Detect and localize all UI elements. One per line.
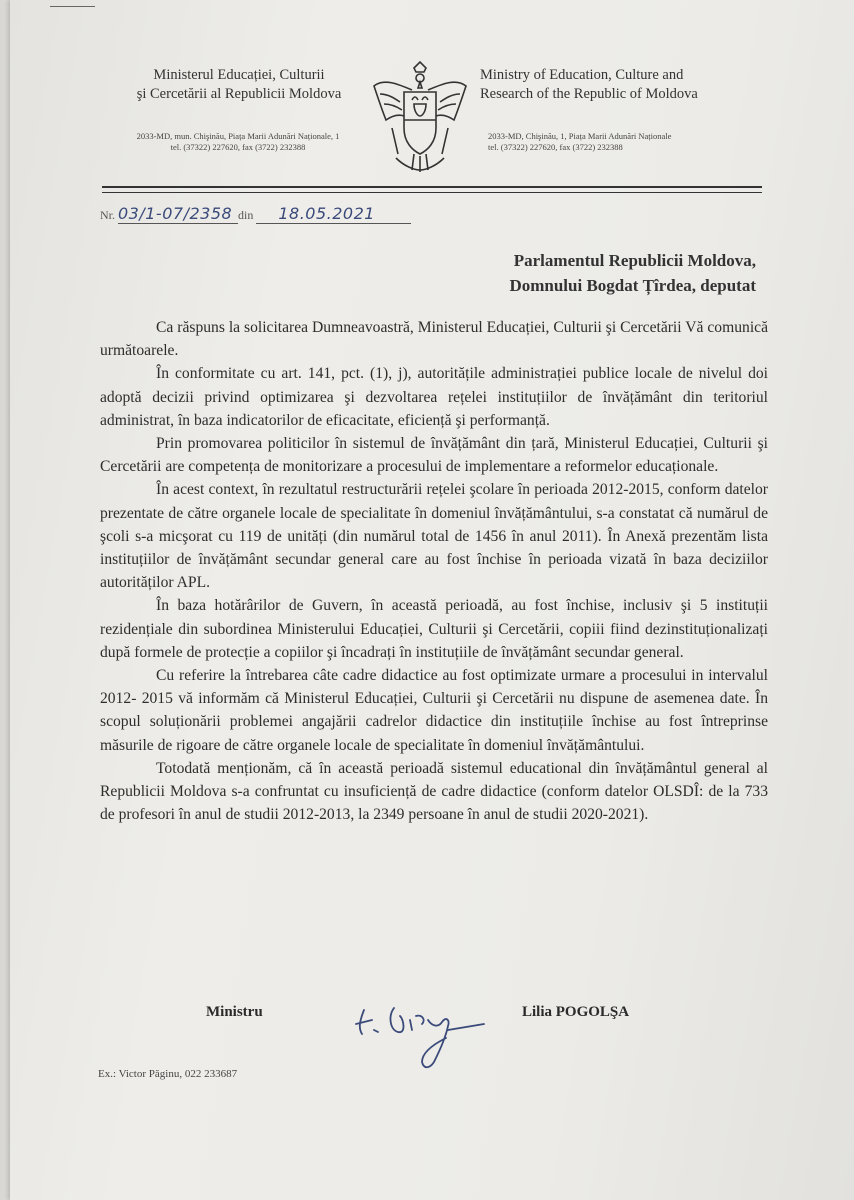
recipient-block: [509, 248, 756, 298]
address-ro-line2: tel. (37322) 227620, fax (3722) 232388: [170, 142, 306, 152]
registration-number: 03/1-07/2358: [118, 204, 233, 223]
address-ro-line1: 2033-MD, mun. Chişinău, Piața Marii Adunări Naționale, 1: [136, 131, 340, 141]
din-label: din: [238, 208, 254, 222]
header-en: [480, 66, 750, 104]
address-en-line2: tel. (37322) 227620, fax (3722) 232388: [488, 142, 623, 152]
paragraph: În conformitate cu art. 141, pct. (1), j), autoritățile administrației publice locale de nivelul doi adoptă decizii privind optimizarea şi dezvoltarea rețelei instituțiilor de învățământ din teritoriul administrat, în baza indicatorilor de eficacitate, eficiență şi performanță.: [100, 365, 768, 429]
registration-date: 18.05.2021: [278, 204, 375, 223]
paragraph: Ca răspuns la solicitarea Dumneavoastră, Ministerul Educației, Culturii şi Cercetării Vă comunică următoarele.: [100, 319, 768, 360]
address-en: [488, 131, 738, 153]
signatory-title: Ministru: [206, 1004, 263, 1020]
paragraph: În acest context, în rezultatul restructurării rețelei şcolare în perioada 2012-2015, conform datelor prezentate de către organele locale de specialitate în domeniul învățământului, s-a constatat că numărul de şcoli s-a micşorat cu 119 de unități (din numărul total de 1456 în anul 2011). În Anexă prezentăm lista instituțiilor de învățământ secundar general care au fost închise în perioada vizată în baza deciziilor autorităților APL.: [100, 481, 768, 592]
handwritten-signature-icon: [350, 990, 500, 1080]
address-ro: [98, 131, 378, 153]
address-en-line1: 2033-MD, Chişinău, 1, Piața Marii Adunări Naționale: [488, 131, 672, 141]
header-ro-line1: Ministerul Educației, Culturii: [153, 67, 325, 83]
paragraph: În baza hotărârilor de Guvern, în această perioadă, au fost închise, inclusiv şi 5 instituții rezidențiale din subordinea Ministerului Educației, Culturii şi Cercetării, copiii fiind dezinstituționalizați după formele de protecție a copiilor şi încadrați în instituțiile de învățământ secundar general.: [100, 597, 768, 661]
header-divider: [102, 186, 762, 188]
header-en-line2: Research of the Republic of Moldova: [480, 86, 698, 102]
nr-label: Nr.: [100, 208, 115, 222]
paragraph: Cu referire la întrebarea câte cadre didactice au fost optimizate urmare a procesului in intervalul 2012- 2015 vă informăm că Ministerul Educației, Culturii şi Cercetării nu dispune de asemenea date. În scopul soluționării problemei angajării cadrelor didactice din instituțiile închise au fost întreprinse măsurile de rigoare de către organele locale de specialitate în domeniul învățământului.: [100, 667, 768, 754]
paragraph: Totodată menționăm, că în această perioadă sistemul educational din învățământul general al Republicii Moldova s-a confruntat cu insuficiență de cadre didactice (conform datelor OLSDÎ: de la 733 de profesori în anul de studii 2012-2013, la 2349 persoane în anul de studii 2020-2021).: [100, 759, 768, 824]
letter-sheet: [10, 0, 854, 1200]
registration-line: [100, 204, 411, 224]
top-mark: [50, 6, 95, 7]
header-ro: [114, 66, 364, 104]
executor-line: Ex.: Victor Păginu, 022 233687: [98, 1068, 238, 1080]
header-ro-line2: şi Cercetării al Republicii Moldova: [136, 86, 342, 102]
header-divider-thin: [102, 192, 762, 193]
recipient-line1: Parlamentul Republicii Moldova,: [513, 251, 756, 270]
paragraph: Prin promovarea politicilor în sistemul de învățământ din țară, Ministerul Educației, Culturii şi Cercetării are competența de monitorizare a procesului de implementare a reformelor educaționale.: [100, 435, 768, 476]
recipient-line2: Domnului Bogdat Țîrdea, deputat: [509, 276, 756, 295]
letter-body: [100, 316, 768, 826]
header-en-line1: Ministry of Education, Culture and: [480, 67, 684, 83]
signatory-name: Lilia POGOLŞA: [522, 1004, 630, 1020]
coat-of-arms-icon: [368, 58, 472, 178]
